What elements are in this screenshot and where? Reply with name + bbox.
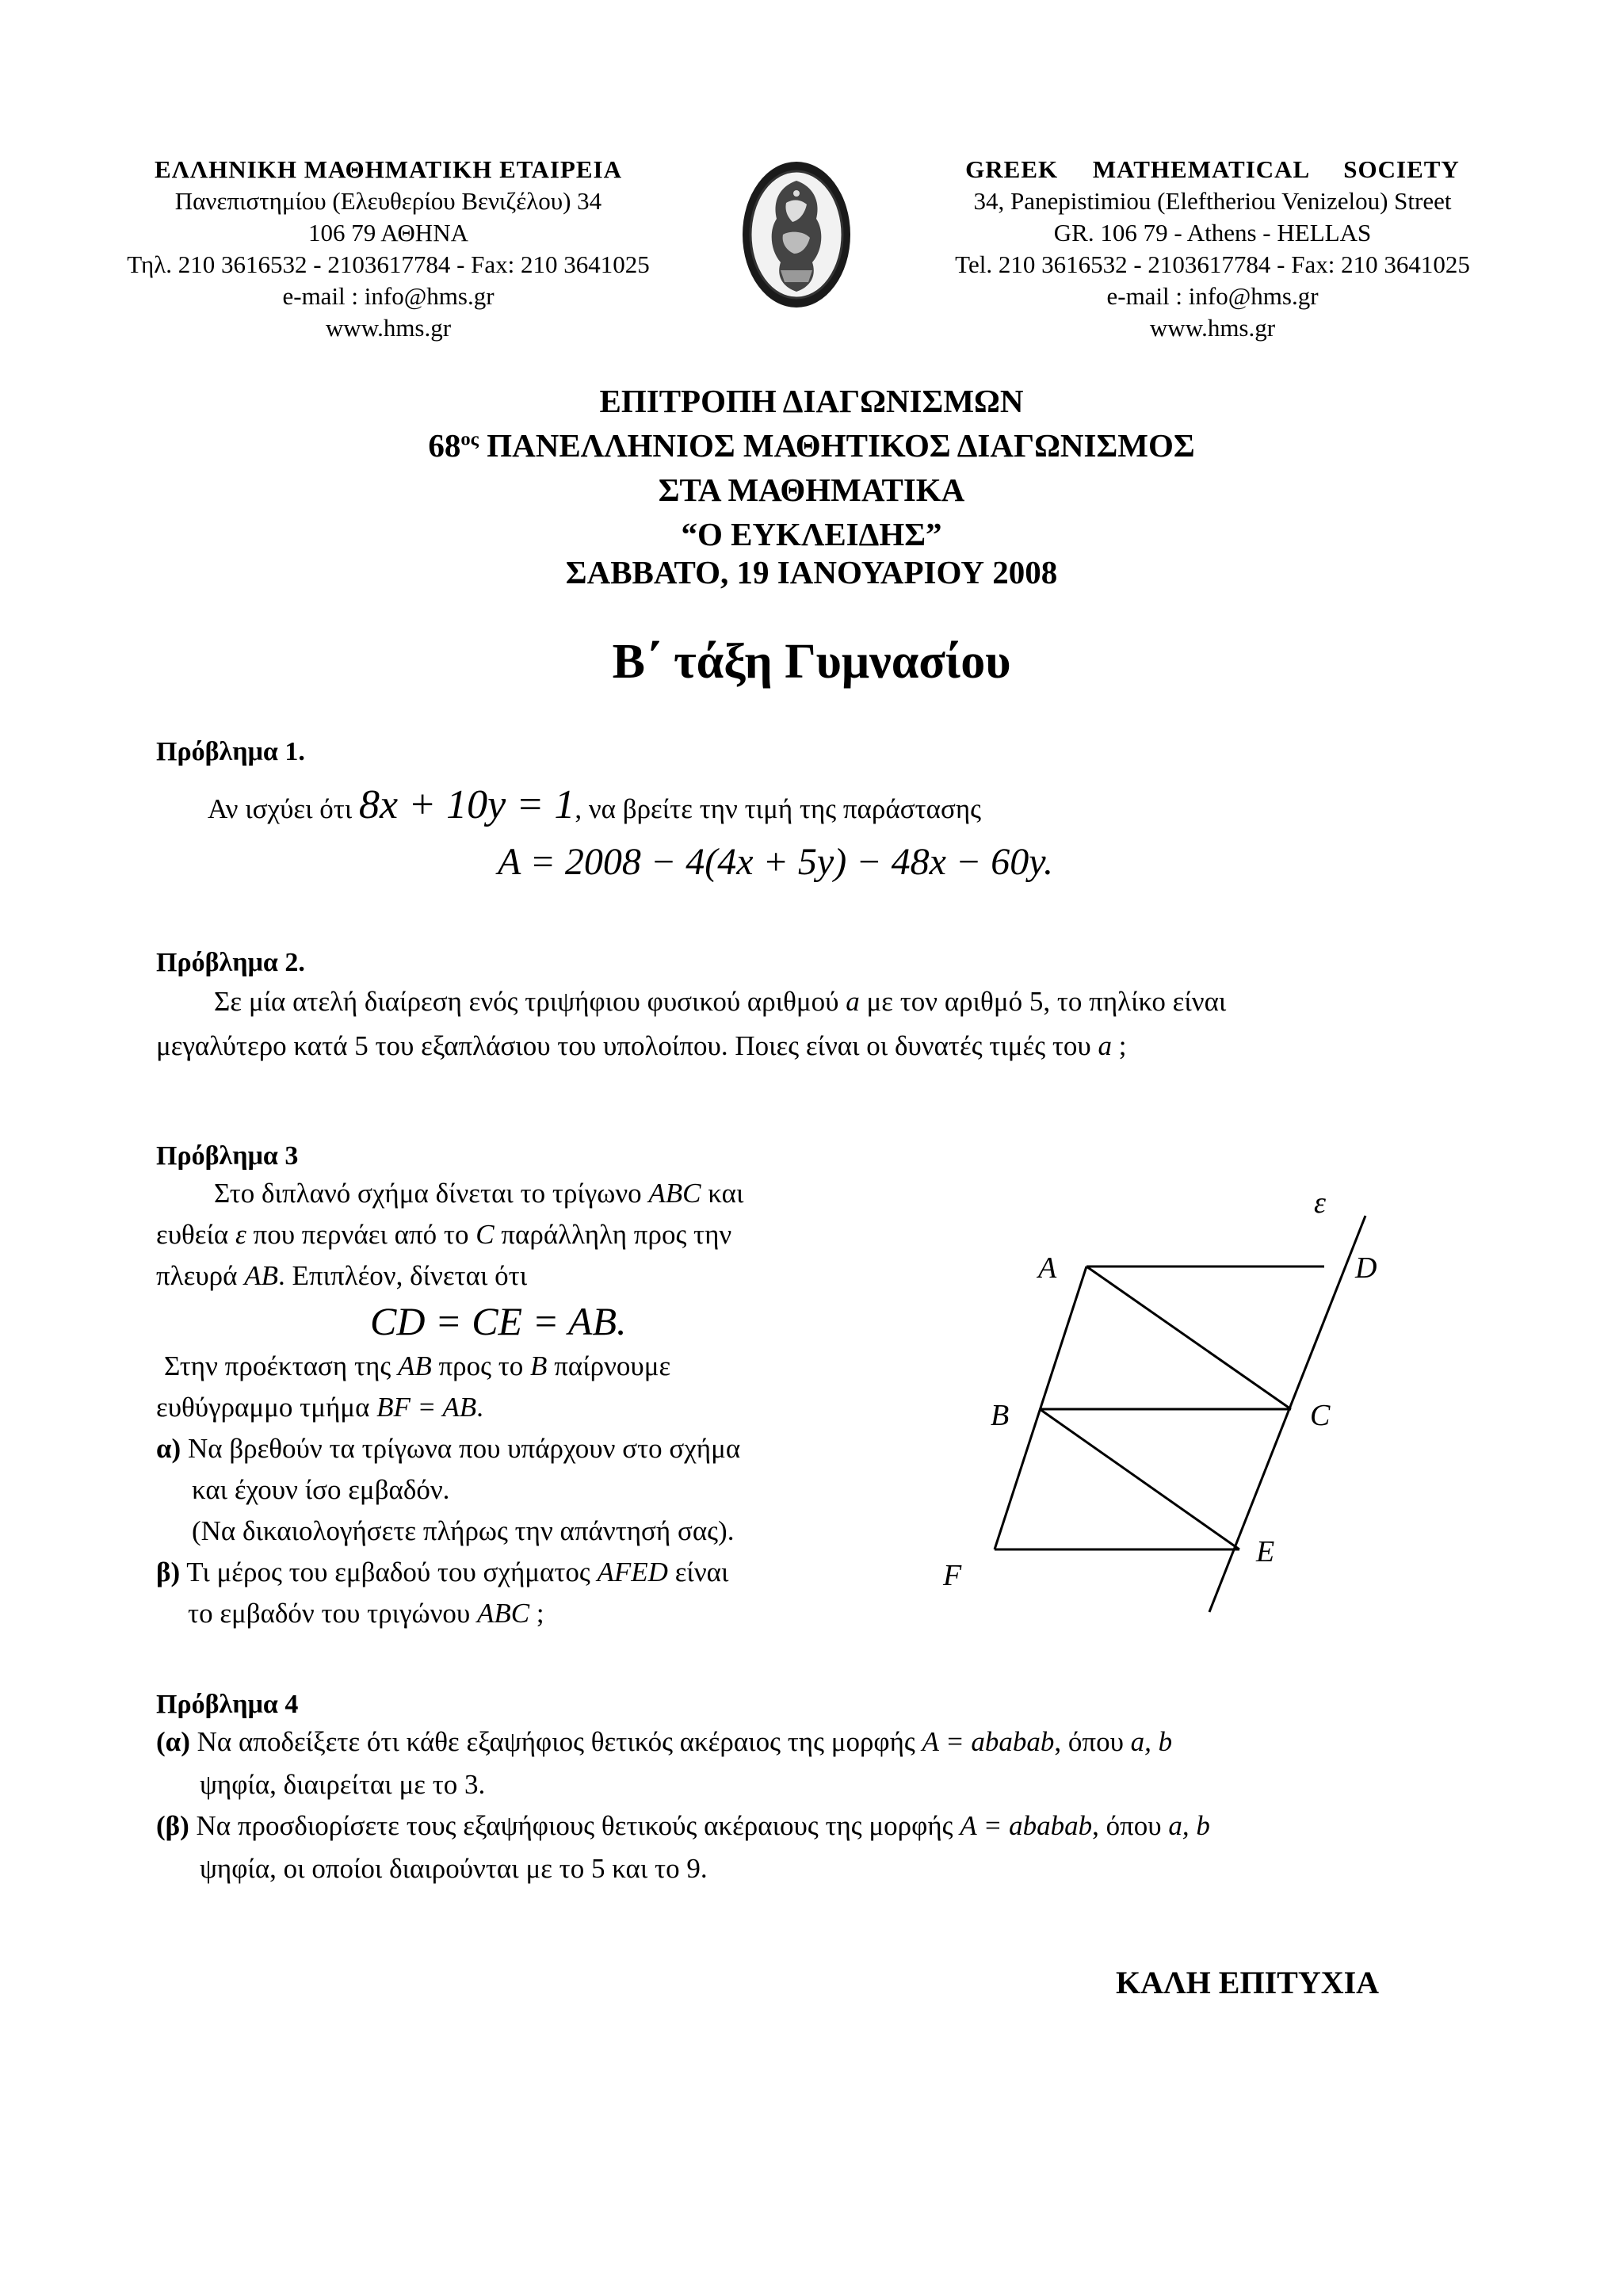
society-seal-logo xyxy=(737,155,856,314)
p3-l2a: ευθεία xyxy=(156,1219,235,1250)
p3-l5b: . xyxy=(476,1392,483,1423)
problem-1-pre: Αν ισχύει ότι xyxy=(208,793,359,824)
competition-title xyxy=(0,425,1623,466)
problem-2-text-c: μεγαλύτερο κατά 5 του εξαπλάσιου του υπολοίπου. Ποιες είναι οι δυνατές τιμές του xyxy=(156,1030,1098,1061)
web-greek: www.hms.gr xyxy=(325,314,452,342)
p3-l4v2: B xyxy=(530,1350,548,1381)
problem-1-condition: 8x + 10y = 1 xyxy=(359,782,575,827)
p3-l4a: Στην προέκταση της xyxy=(164,1350,398,1381)
p4-b-form: Α = ababab xyxy=(960,1810,1093,1841)
p4-a-mid: , όπου xyxy=(1054,1726,1131,1757)
header-left xyxy=(119,154,658,344)
p3-l4b: προς το xyxy=(431,1350,531,1381)
competition-name: ΠΑΝΕΛΛΗΝΙΟΣ ΜΑΘΗΤΙΚΟΣ ΔΙΑΓΩΝΙΣΜΟΣ xyxy=(479,427,1195,464)
p3-qb2a: το εμβαδόν του τριγώνου xyxy=(188,1598,477,1629)
problem-3-equation: CD = CE = AB. xyxy=(370,1299,627,1343)
label-F: F xyxy=(943,1559,962,1592)
web-english: www.hms.gr xyxy=(1149,314,1276,342)
address-english: 34, Panepistimiou (Εleftheriou Venizelou) Street xyxy=(973,187,1452,215)
city-english: GR. 106 79 - Athens - HELLAS xyxy=(1053,219,1372,246)
line-epsilon xyxy=(1209,1216,1365,1612)
problem-2-text-a: Σε μία ατελή διαίρεση ενός τριψήφιου φυσικού αριθμού xyxy=(214,986,846,1017)
problem-2-var: a xyxy=(846,986,860,1017)
email-greek: e-mail : info@hms.gr xyxy=(282,282,495,310)
competition-number: 68 xyxy=(428,427,461,464)
p3-qb-label: β) xyxy=(156,1557,181,1587)
p3-l1b: και xyxy=(701,1178,744,1209)
p3-qa1: Να βρεθούν τα τρίγωνα που υπάρχουν στο σχήμα xyxy=(181,1433,741,1464)
p3-l3b: . Επιπλέον, δίνεται ότι xyxy=(278,1260,528,1291)
label-A: A xyxy=(1038,1251,1057,1285)
problem-4-heading: Πρόβλημα 4 xyxy=(156,1690,299,1719)
problem-4-a-line-1 xyxy=(156,1721,1172,1763)
problem-1-statement xyxy=(208,782,981,830)
problem-1-expression: Α = 2008 − 4(4x + 5y) − 48x − 60y. xyxy=(498,841,1053,883)
problem-1-post: , να βρείτε την τιμή της παράστασης xyxy=(575,793,981,824)
email-english: e-mail : info@hms.gr xyxy=(1106,282,1319,310)
p3-l2c: παράλληλη προς την xyxy=(494,1219,732,1250)
society-name-greek: ΕΛΛΗΝΙΚΗ ΜΑΘΗΜΑΤΙΚΗ ΕΤΑΙΡΕΙΑ xyxy=(155,155,622,183)
p3-qb1a: Τι μέρος του εμβαδού του σχήματος xyxy=(180,1557,598,1587)
p3-qb2b: ; xyxy=(529,1598,544,1629)
p4-b-label: (β) xyxy=(156,1810,189,1841)
p3-l2b: που περνάει από το xyxy=(246,1219,476,1250)
segment-AC xyxy=(1086,1266,1291,1409)
p3-qa-label: α) xyxy=(156,1433,181,1464)
problem-2-heading: Πρόβλημα 2. xyxy=(156,948,305,977)
label-epsilon: ε xyxy=(1314,1186,1326,1220)
p3-l1v: ABC xyxy=(648,1178,701,1209)
competition-ordinal: ος xyxy=(460,428,479,450)
problem-4-a-line-2: ψηφία, διαιρείται με το 3. xyxy=(200,1769,486,1800)
exam-date: ΣΑΒΒΑΤΟ, 19 ΙΑΝΟΥΑΡΙΟΥ 2008 xyxy=(565,554,1058,590)
label-D: D xyxy=(1355,1251,1377,1285)
p3-qb1v: AFED xyxy=(597,1557,668,1587)
p3-l2v2: C xyxy=(475,1219,495,1250)
problem-2-line-1 xyxy=(214,981,1226,1022)
closing-wish: ΚΑΛΗ ΕΠΙΤΥΧΙΑ xyxy=(1116,1965,1380,2000)
society-name-english: GREEK MATHEMATICAL SOCIETY xyxy=(965,155,1460,183)
problem-3-text xyxy=(156,1173,869,1634)
problem-4-b-line-2: ψηφία, οι οποίοι διαιρούνται με το 5 και το 9. xyxy=(200,1853,708,1884)
subject-title: ΣΤΑ ΜΑΘΗΜΑΤΙΚΑ xyxy=(658,472,965,508)
phone-english: Tel. 210 3616532 - 2103617784 - Fax: 210 3641025 xyxy=(955,250,1470,278)
p3-qb1b: είναι xyxy=(667,1557,729,1587)
label-E: E xyxy=(1256,1535,1275,1568)
problem-2-line-2 xyxy=(156,1026,1126,1067)
p3-l1a: Στο διπλανό σχήμα δίνεται το τρίγωνο xyxy=(214,1178,649,1209)
segment-BE xyxy=(1040,1409,1239,1549)
phone-greek: Τηλ. 210 3616532 - 2103617784 - Fax: 210 3641025 xyxy=(127,250,650,278)
label-C: C xyxy=(1310,1399,1331,1432)
p4-a-vars: a, b xyxy=(1130,1726,1173,1757)
problem-3-figure xyxy=(911,1173,1387,1617)
p4-a1: Να αποδείξετε ότι κάθε εξαψήφιος θετικός ακέραιος της μορφής xyxy=(189,1726,922,1757)
header-right xyxy=(911,154,1514,344)
p4-b-mid: , όπου xyxy=(1092,1810,1169,1841)
contest-name: “Ο ΕΥΚΛΕΙΔΗΣ” xyxy=(681,516,942,552)
problem-4-b-line-1 xyxy=(156,1805,1210,1847)
city-greek: 106 79 ΑΘΗΝΑ xyxy=(308,219,468,246)
problem-2-text-b: με τον αριθμό 5, το πηλίκο είναι xyxy=(859,986,1227,1017)
p3-l5v: BF = AB xyxy=(376,1392,477,1423)
p3-qa3: (Να δικαιολογήσετε πλήρως την απάντησή σας). xyxy=(192,1515,735,1546)
problem-2-text-d: ; xyxy=(1112,1030,1127,1061)
p3-qb2v: ABC xyxy=(477,1598,530,1629)
p3-l3a: πλευρά xyxy=(156,1260,245,1291)
committee-title: ΕΠΙΤΡΟΠΗ ΔΙΑΓΩΝΙΣΜΩΝ xyxy=(599,383,1024,419)
p3-l2v1: ε xyxy=(235,1219,246,1250)
problem-2-var-2: a xyxy=(1098,1030,1112,1061)
p3-l3v: AB xyxy=(244,1260,278,1291)
p4-b1: Να προσδιορίσετε τους εξαψήφιους θετικούς ακέραιους της μορφής xyxy=(189,1810,960,1841)
grade-title: Β΄ τάξη Γυμνασίου xyxy=(612,635,1011,689)
p4-a-label: (α) xyxy=(156,1726,190,1757)
p3-qa2: και έχουν ίσο εμβαδόν. xyxy=(192,1474,450,1505)
problem-3-heading: Πρόβλημα 3 xyxy=(156,1141,299,1171)
problem-1-heading: Πρόβλημα 1. xyxy=(156,737,305,766)
p3-l4c: παίρνουμε xyxy=(547,1350,671,1381)
p4-a-form: Α = ababab xyxy=(922,1726,1055,1757)
address-greek: Πανεπιστημίου (Ελευθερίου Βενιζέλου) 34 xyxy=(174,187,602,215)
p3-l4v1: AB xyxy=(397,1350,432,1381)
p3-l5a: ευθύγραμμο τμήμα xyxy=(156,1392,377,1423)
p4-b-vars: a, b xyxy=(1168,1810,1210,1841)
label-B: B xyxy=(991,1399,1010,1432)
